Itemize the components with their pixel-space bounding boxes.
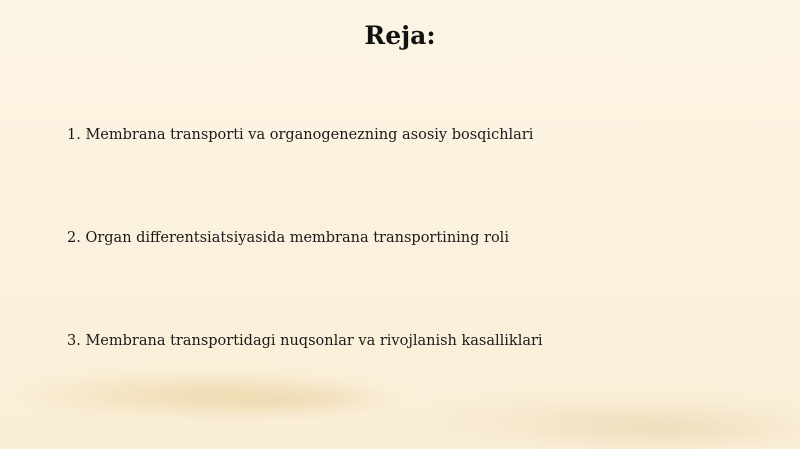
decorative-wave (150, 386, 410, 414)
plan-item-2: 2. Organ differentsiatsiyasida membrana transportining roli (67, 230, 509, 246)
plan-item-3: 3. Membrana transportidagi nuqsonlar va rivojlanish kasalliklari (67, 333, 543, 349)
plan-item-1: 1. Membrana transporti va organogenezning asosiy bosqichlari (67, 127, 534, 143)
slide-title: Reja: (364, 21, 436, 50)
decorative-wave (520, 410, 800, 449)
